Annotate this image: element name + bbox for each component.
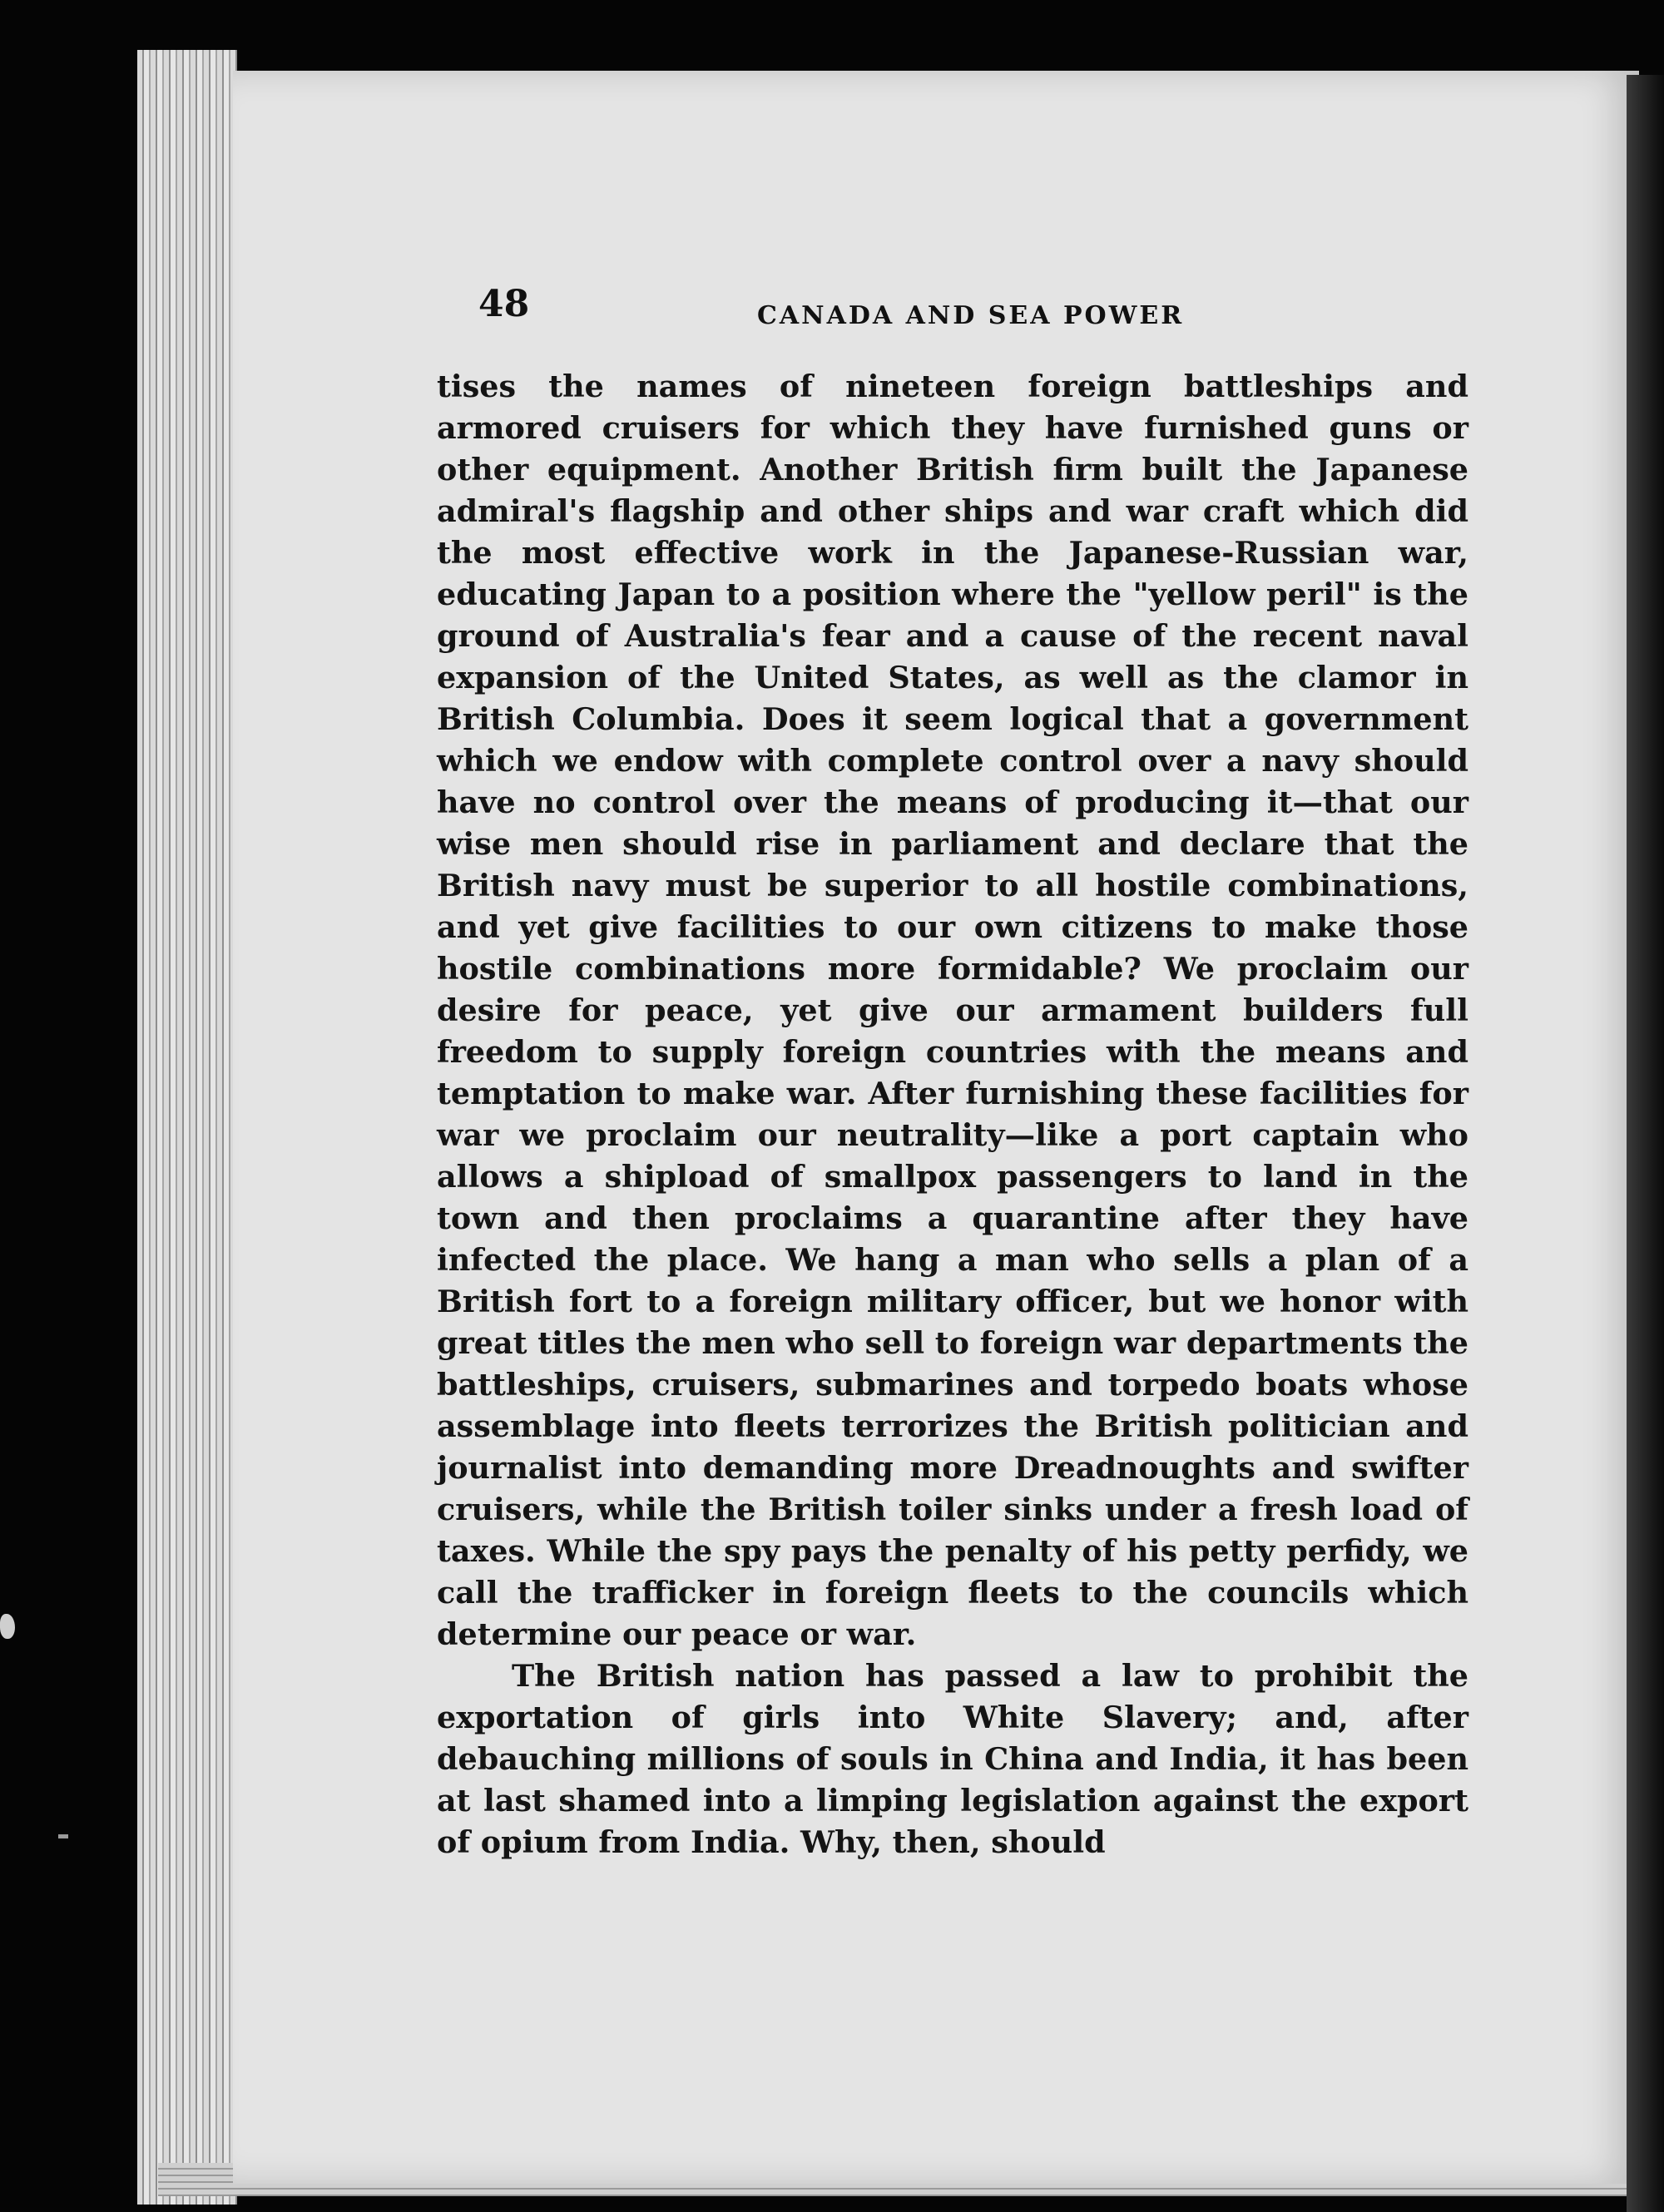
paragraph: The British nation has passed a law to prohibit the exportation of girls into White Slavery; and, after debauching millions of souls in China and India, it has been at last shamed into a limping legislation against the export of opium from India. Why, then, should — [437, 1658, 1468, 1860]
book-title: CANADA AND SEA POWER — [757, 301, 1185, 330]
paragraph: tises the names of nineteen foreign battleships and armored cruisers for which they have furnished guns or other equipment. Another British firm built the Japanese admiral's flagship and other ships and war craft which did the most effective work in the Japanese-Russian war, educating Japan to a position where the "yellow peril" is the ground of Australia's fear and a cause of the recent naval expansion of the United States, as well as the clamor in British Columbia. Does it seem logical that a government which we endow with complete control over a navy should have no control over the means of producing it—that our wise men should rise in parliament and declare that the British navy must be superior to all hostile combinations, and yet give facilities to our own citizens to make those hostile combinations more formidable? We proclaim our desire for peace, yet give our armament builders full freedom to supply foreign countries with the means and temptation to make war. After furnishing these facilities for war we proclaim our neutrality—like a port captain who allows a shipload of smallpox passengers to land in the town and then proclaims a quarantine after they have infected the place. We hang a man who sells a plan of a British fort to a foreign military officer, but we honor with great titles the men who sell to foreign war departments the battleships, cruisers, submarines and torpedo boats whose assemblage into fleets terrorizes the British politician and journalist into demanding more Dreadnoughts and swifter cruisers, while the British toiler sinks under a fresh load of taxes. While the spy pays the penalty of his petty perfidy, we call the trafficker in foreign fleets to the councils which determine our peace or war. — [437, 369, 1468, 1652]
running-head — [478, 283, 1477, 349]
scan-artifact-dash — [58, 1834, 68, 1838]
scan-artifact — [0, 1614, 15, 1639]
book-page-edges — [137, 50, 237, 2205]
page-number: 48 — [478, 283, 530, 325]
body-text — [437, 366, 1468, 1863]
binding-shadow — [1627, 75, 1664, 2212]
